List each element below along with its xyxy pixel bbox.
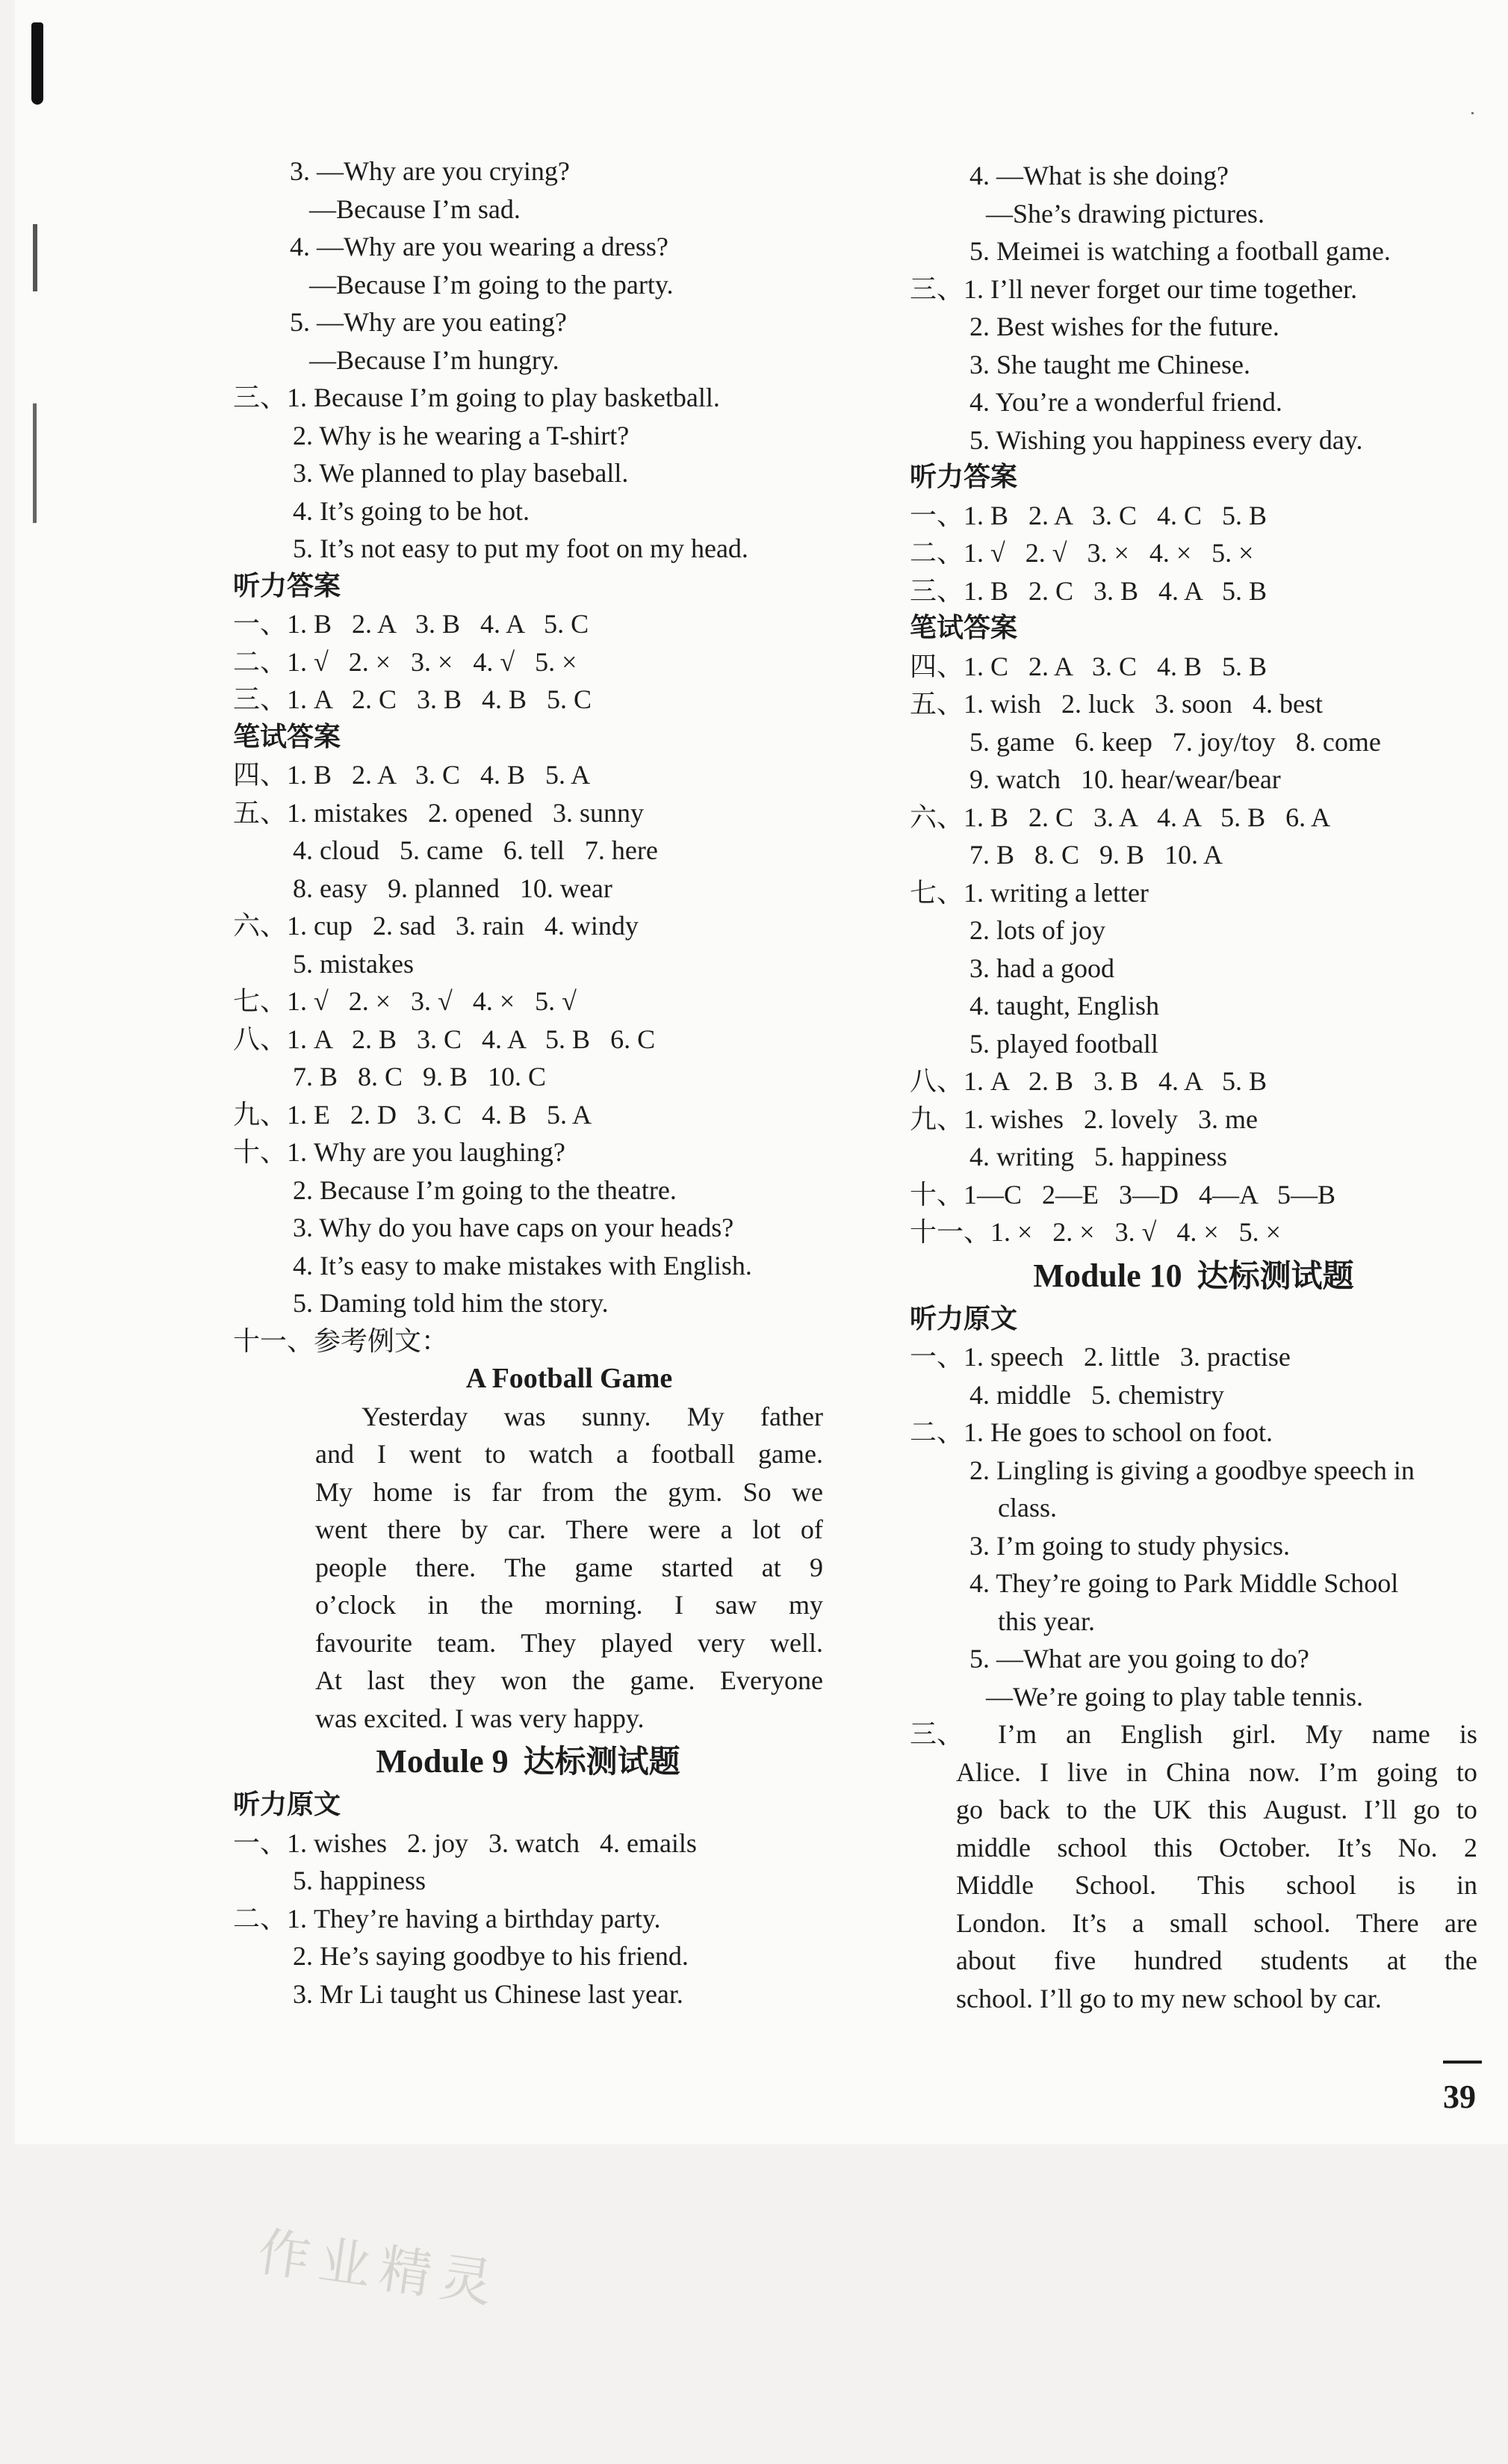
answer-line: 9. watch 10. hear/wear/bear bbox=[969, 764, 1281, 794]
scan-dot bbox=[1471, 112, 1474, 114]
binding-mark bbox=[33, 224, 37, 291]
passage bbox=[910, 1715, 1477, 2017]
essay-title: A Football Game bbox=[465, 1363, 673, 1394]
answer-line: 二、1. He goes to school on foot. bbox=[910, 1417, 1273, 1447]
answer-line: 三、1. I’ll never forget our time together. bbox=[910, 273, 1358, 304]
left-block-1 bbox=[233, 152, 823, 568]
passage-label: 三、 bbox=[910, 1719, 964, 1749]
listening-script-heading: 听力原文 bbox=[910, 1303, 1018, 1334]
answer-line: 4. cloud 5. came 6. tell 7. here bbox=[293, 835, 658, 865]
answer-line: 九、1. wishes 2. lovely 3. me bbox=[910, 1103, 1258, 1134]
answer-line: 七、1. writing a letter bbox=[910, 877, 1149, 908]
essay-line: o’clock in the morning. I saw my bbox=[315, 1590, 823, 1620]
answer-line: 四、1. C 2. A 3. C 4. B 5. B bbox=[910, 651, 1267, 681]
answer-line: 八、1. A 2. B 3. C 4. A 5. B 6. C bbox=[233, 1024, 656, 1054]
answer-line: 3. We planned to play baseball. bbox=[293, 458, 629, 488]
answer-line: 二、1. √ 2. √ 3. × 4. × 5. × bbox=[910, 538, 1254, 568]
answer-line: 十一、参考例文： bbox=[233, 1325, 449, 1356]
answer-line: 九、1. E 2. D 3. C 4. B 5. A bbox=[233, 1099, 592, 1130]
answer-line: —Because I’m hungry. bbox=[309, 344, 559, 375]
answer-line: 8. easy 9. planned 10. wear bbox=[293, 873, 612, 903]
left-block-4 bbox=[233, 1824, 823, 2013]
right-block-4 bbox=[910, 1338, 1477, 1715]
answer-line: class. bbox=[998, 1493, 1057, 1523]
written-answers-heading: 笔试答案 bbox=[910, 613, 1018, 643]
right-block-1 bbox=[910, 157, 1477, 459]
answer-line: 5. game 6. keep 7. joy/toy 8. come bbox=[969, 726, 1381, 757]
essay-line: At last they won the game. Everyone bbox=[315, 1665, 823, 1695]
answer-line: 七、1. √ 2. × 3. √ 4. × 5. √ bbox=[233, 986, 577, 1016]
answer-line: 3. She taught me Chinese. bbox=[969, 349, 1250, 380]
answer-line: 2. Because I’m going to the theatre. bbox=[293, 1174, 677, 1205]
answer-line: 3. —Why are you crying? bbox=[290, 156, 570, 186]
answer-line: 一、1. speech 2. little 3. practise bbox=[910, 1342, 1291, 1372]
essay-line: favourite team. They played very well. bbox=[315, 1627, 823, 1658]
answer-line: 3. I’m going to study physics. bbox=[969, 1530, 1290, 1561]
answer-line: 八、1. A 2. B 3. B 4. A 5. B bbox=[910, 1066, 1267, 1096]
right-block-2 bbox=[910, 497, 1477, 610]
answer-line: 四、1. B 2. A 3. C 4. B 5. A bbox=[233, 760, 591, 790]
answer-line: 4. They’re going to Park Middle School bbox=[969, 1568, 1399, 1598]
passage-line: school. I’ll go to my new school by car. bbox=[956, 1983, 1382, 2013]
module-10-label: Module 10 bbox=[1033, 1257, 1182, 1294]
answer-line: 2. Why is he wearing a T-shirt? bbox=[293, 420, 630, 451]
answer-line: this year. bbox=[998, 1606, 1095, 1636]
answer-line: —Because I’m sad. bbox=[309, 194, 521, 224]
answer-line: 7. B 8. C 9. B 10. C bbox=[293, 1062, 547, 1092]
answer-line: 十、1—C 2—E 3—D 4—A 5—B bbox=[910, 1179, 1336, 1210]
left-column bbox=[233, 152, 823, 2013]
answer-line: 一、1. B 2. A 3. B 4. A 5. C bbox=[233, 609, 589, 639]
answer-line: —Because I’m going to the party. bbox=[309, 269, 674, 300]
answer-line: 2. He’s saying goodbye to his friend. bbox=[293, 1941, 689, 1971]
right-block-3 bbox=[910, 648, 1477, 1251]
answer-line: 一、1. wishes 2. joy 3. watch 4. emails bbox=[233, 1827, 697, 1858]
answer-line: 2. Lingling is giving a goodbye speech in bbox=[969, 1455, 1415, 1485]
essay-line: was excited. I was very happy. bbox=[315, 1703, 645, 1733]
answer-line: 5. played football bbox=[969, 1028, 1158, 1059]
answer-line: 3. had a good bbox=[969, 953, 1114, 983]
passage-line: Middle School. This school is in bbox=[956, 1870, 1477, 1900]
listening-answers-heading: 听力答案 bbox=[910, 462, 1018, 492]
right-column bbox=[910, 157, 1477, 2017]
page-number-text: 39 bbox=[1443, 2078, 1476, 2115]
answer-line: 4. writing 5. happiness bbox=[969, 1142, 1227, 1171]
written-answers-heading: 笔试答案 bbox=[233, 721, 341, 752]
answer-line: 三、1. Because I’m going to play basketball. bbox=[233, 383, 720, 412]
answer-line: 五、1. mistakes 2. opened 3. sunny bbox=[233, 797, 644, 828]
module-10-title bbox=[910, 1251, 1477, 1301]
answer-line: 三、1. B 2. C 3. B 4. A 5. B bbox=[910, 575, 1267, 606]
passage-line: about five hundred students at the bbox=[956, 1945, 1477, 1975]
passage-line: London. It’s a small school. There are bbox=[956, 1907, 1477, 1938]
answer-line: 十、1. Why are you laughing? bbox=[233, 1137, 565, 1167]
answer-line: 5. mistakes bbox=[293, 948, 414, 979]
answer-line: 5. —Why are you eating? bbox=[290, 307, 567, 337]
answer-line: 4. middle 5. chemistry bbox=[969, 1379, 1224, 1410]
answer-line: 2. lots of joy bbox=[969, 915, 1106, 945]
left-block-3 bbox=[233, 756, 823, 1360]
answer-line: 二、1. They’re having a birthday party. bbox=[233, 1903, 661, 1934]
module-9-title bbox=[233, 1737, 823, 1786]
answer-line: 4. taught, English bbox=[969, 991, 1159, 1021]
answer-line: 六、1. cup 2. sad 3. rain 4. windy bbox=[233, 911, 639, 941]
answer-line: 5. Meimei is watching a football game. bbox=[969, 236, 1391, 266]
module-9-subtitle: 达标测试题 bbox=[523, 1743, 680, 1780]
listening-answers-heading: 听力答案 bbox=[233, 570, 341, 601]
answer-line: 二、1. √ 2. × 3. × 4. √ 5. × bbox=[233, 646, 577, 677]
essay-line: Yesterday was sunny. My father bbox=[362, 1401, 823, 1431]
passage-text bbox=[910, 1715, 1477, 2017]
essay-line: and I went to watch a football game. bbox=[315, 1439, 823, 1469]
answer-line: 5. It’s not easy to put my foot on my head. bbox=[293, 533, 748, 563]
binding-mark bbox=[31, 22, 43, 105]
answer-line: —We’re going to play table tennis. bbox=[986, 1681, 1363, 1712]
answer-line: —She’s drawing pictures. bbox=[986, 198, 1265, 229]
answer-line: 7. B 8. C 9. B 10. A bbox=[969, 840, 1223, 870]
passage-line: middle school this October. It’s No. 2 bbox=[956, 1832, 1477, 1863]
passage-line: Alice. I live in China now. I’m going to bbox=[956, 1756, 1477, 1787]
answer-line: 4. —What is she doing? bbox=[969, 161, 1229, 191]
answer-line: 3. Why do you have caps on your heads? bbox=[293, 1213, 734, 1242]
answer-line: 5. Daming told him the story. bbox=[293, 1288, 609, 1318]
answer-line: 六、1. B 2. C 3. A 4. A 5. B 6. A bbox=[910, 802, 1331, 832]
watermark: 作业精灵 bbox=[254, 2220, 506, 2316]
passage-line: go back to the UK this August. I’ll go to bbox=[956, 1795, 1477, 1824]
answer-line: 3. Mr Li taught us Chinese last year. bbox=[293, 1978, 683, 2009]
answer-line: 五、1. wish 2. luck 3. soon 4. best bbox=[910, 689, 1323, 719]
binding-mark bbox=[33, 403, 37, 523]
answer-line: 一、1. B 2. A 3. C 4. C 5. B bbox=[910, 500, 1267, 530]
passage-line: I’m an English girl. My name is bbox=[998, 1719, 1477, 1749]
answer-line: 5. happiness bbox=[293, 1866, 426, 1895]
answer-line: 4. You’re a wonderful friend. bbox=[969, 387, 1282, 417]
listening-script-heading: 听力原文 bbox=[233, 1789, 341, 1820]
sample-essay bbox=[233, 1398, 823, 1738]
answer-line: 5. —What are you going to do? bbox=[969, 1644, 1309, 1674]
module-9-label: Module 9 bbox=[376, 1743, 509, 1780]
essay-line: went there by car. There were a lot of bbox=[315, 1514, 823, 1544]
answer-line: 2. Best wishes for the future. bbox=[969, 312, 1279, 341]
essay-line: My home is far from the gym. So we bbox=[315, 1476, 823, 1507]
answer-line: 4. It’s going to be hot. bbox=[293, 495, 530, 526]
answer-line: 4. —Why are you wearing a dress? bbox=[290, 232, 668, 261]
answer-line: 4. It’s easy to make mistakes with English. bbox=[293, 1250, 752, 1281]
answer-line: 三、1. A 2. C 3. B 4. B 5. C bbox=[233, 684, 592, 714]
essay-line: people there. The game started at 9 bbox=[315, 1552, 823, 1582]
answer-page bbox=[15, 0, 1508, 2144]
module-10-subtitle: 达标测试题 bbox=[1197, 1257, 1354, 1294]
answer-line: 十一、1. × 2. × 3. √ 4. × 5. × bbox=[910, 1217, 1281, 1247]
answer-line: 5. Wishing you happiness every day. bbox=[969, 424, 1363, 455]
page-number-dash bbox=[1443, 2061, 1482, 2064]
page-number bbox=[1443, 2040, 1508, 2116]
left-block-2 bbox=[233, 605, 823, 719]
